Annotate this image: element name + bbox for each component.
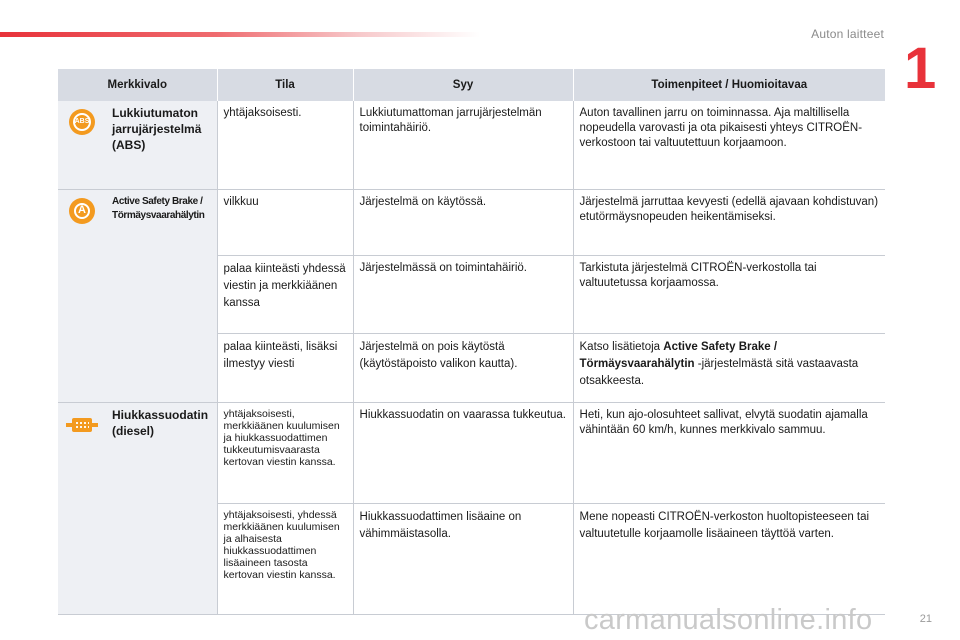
header-action: Toimenpiteet / Huomioitavaa bbox=[573, 69, 885, 101]
cause-cell: Järjestelmässä on toimintahäiriö. bbox=[353, 256, 573, 334]
state-cell: vilkkuu bbox=[217, 190, 353, 256]
icon-cell bbox=[58, 101, 106, 190]
lamp-name-cell bbox=[106, 190, 217, 403]
header-cause: Syy bbox=[353, 69, 573, 101]
table-header-row bbox=[58, 69, 885, 101]
cause-cell: Lukkiutumattoman jarrujärjestelmän toimintahäiriö. bbox=[353, 101, 573, 190]
state-cell: palaa kiinteästi, lisäksi ilmestyy viesti bbox=[217, 334, 353, 403]
section-title: Auton laitteet bbox=[811, 27, 884, 41]
page-number: 21 bbox=[919, 613, 932, 625]
lamp-name-asb-line1: Active Safety Brake / bbox=[112, 196, 203, 207]
icon-cell bbox=[58, 403, 106, 615]
action-text-bold: Active Safety Brake / Törmäysvaarahälytin bbox=[579, 341, 778, 370]
abs-warning-icon bbox=[69, 109, 95, 135]
state-cell: yhtäjaksoisesti, yhdessä merkkiäänen kuulumisen ja alhaisesta hiukkassuodattimen lisäaineen tasosta kertovan viestin kanssa. bbox=[217, 504, 353, 615]
cause-cell: Hiukkassuodattimen lisäaine on vähimmäistasolla. bbox=[353, 504, 573, 615]
icon-cell bbox=[58, 190, 106, 403]
warning-lamp-table bbox=[58, 69, 885, 615]
lamp-name-dpf: Hiukkassuodatin (diesel) bbox=[112, 408, 209, 438]
action-cell bbox=[573, 334, 885, 403]
cause-cell: Järjestelmä on pois käytöstä (käytöstäpoisto valikon kautta). bbox=[353, 334, 573, 403]
action-text-post: -järjestelmästä sitä vastaavasta otsakkeesta. bbox=[579, 358, 859, 387]
header-lamp: Merkkivalo bbox=[58, 69, 217, 101]
state-cell: palaa kiinteästi yhdessä viestin ja merkkiäänen kanssa bbox=[217, 256, 353, 334]
abs-icon-text: ABS bbox=[74, 118, 90, 125]
cause-cell: Hiukkassuodatin on vaarassa tukkeutua. bbox=[353, 403, 573, 504]
action-text-pre: Katso lisätietoja bbox=[579, 341, 664, 353]
lamp-name-cell bbox=[106, 403, 217, 615]
header-state: Tila bbox=[217, 69, 353, 101]
lamp-name-cell bbox=[106, 101, 217, 190]
state-cell: yhtäjaksoisesti, merkkiäänen kuulumisen ja hiukkassuodattimen tukkeutumisvaarasta kertovan viestin kanssa. bbox=[217, 403, 353, 504]
active-safety-brake-icon bbox=[69, 198, 95, 224]
cause-cell: Järjestelmä on käytössä. bbox=[353, 190, 573, 256]
action-cell: Järjestelmä jarruttaa kevyesti (edellä ajavaan kohdistuvan) etutörmäysnopeuden heikentämiseksi. bbox=[573, 190, 885, 256]
action-cell: Auton tavallinen jarru on toiminnassa. Aja maltillisella nopeudella varovasti ja ota pikaisesti yhteys CITROËN-verkostoon tai valtuutettuun korjaamoon. bbox=[573, 101, 885, 190]
action-cell: Heti, kun ajo-olosuhteet sallivat, elvytä suodatin ajamalla vähintään 60 km/h, kunnes merkkivalo sammuu. bbox=[573, 403, 885, 504]
table-row-asb-flashing bbox=[58, 190, 885, 256]
lamp-name-abs: Lukkiutumaton jarrujärjestelmä (ABS) bbox=[112, 106, 202, 152]
header-accent-bar bbox=[0, 32, 480, 37]
table-row-abs bbox=[58, 101, 885, 190]
action-cell: Mene nopeasti CITROËN-verkoston huoltopisteeseen tai valtuutetulle korjaamolle lisäaineen täyttöä varten. bbox=[573, 504, 885, 615]
action-cell: Tarkistuta järjestelmä CITROËN-verkostolla tai valtuutetussa korjaamossa. bbox=[573, 256, 885, 334]
particle-filter-icon bbox=[66, 415, 98, 435]
lamp-name-asb-line2: Törmäysvaarahälytin bbox=[112, 210, 205, 221]
state-cell: yhtäjaksoisesti. bbox=[217, 101, 353, 190]
asb-icon-text: A bbox=[78, 204, 86, 216]
watermark: carmanualsonline.info bbox=[584, 604, 873, 636]
chapter-number: 1 bbox=[904, 36, 937, 101]
table-row-dpf-clogging bbox=[58, 403, 885, 504]
